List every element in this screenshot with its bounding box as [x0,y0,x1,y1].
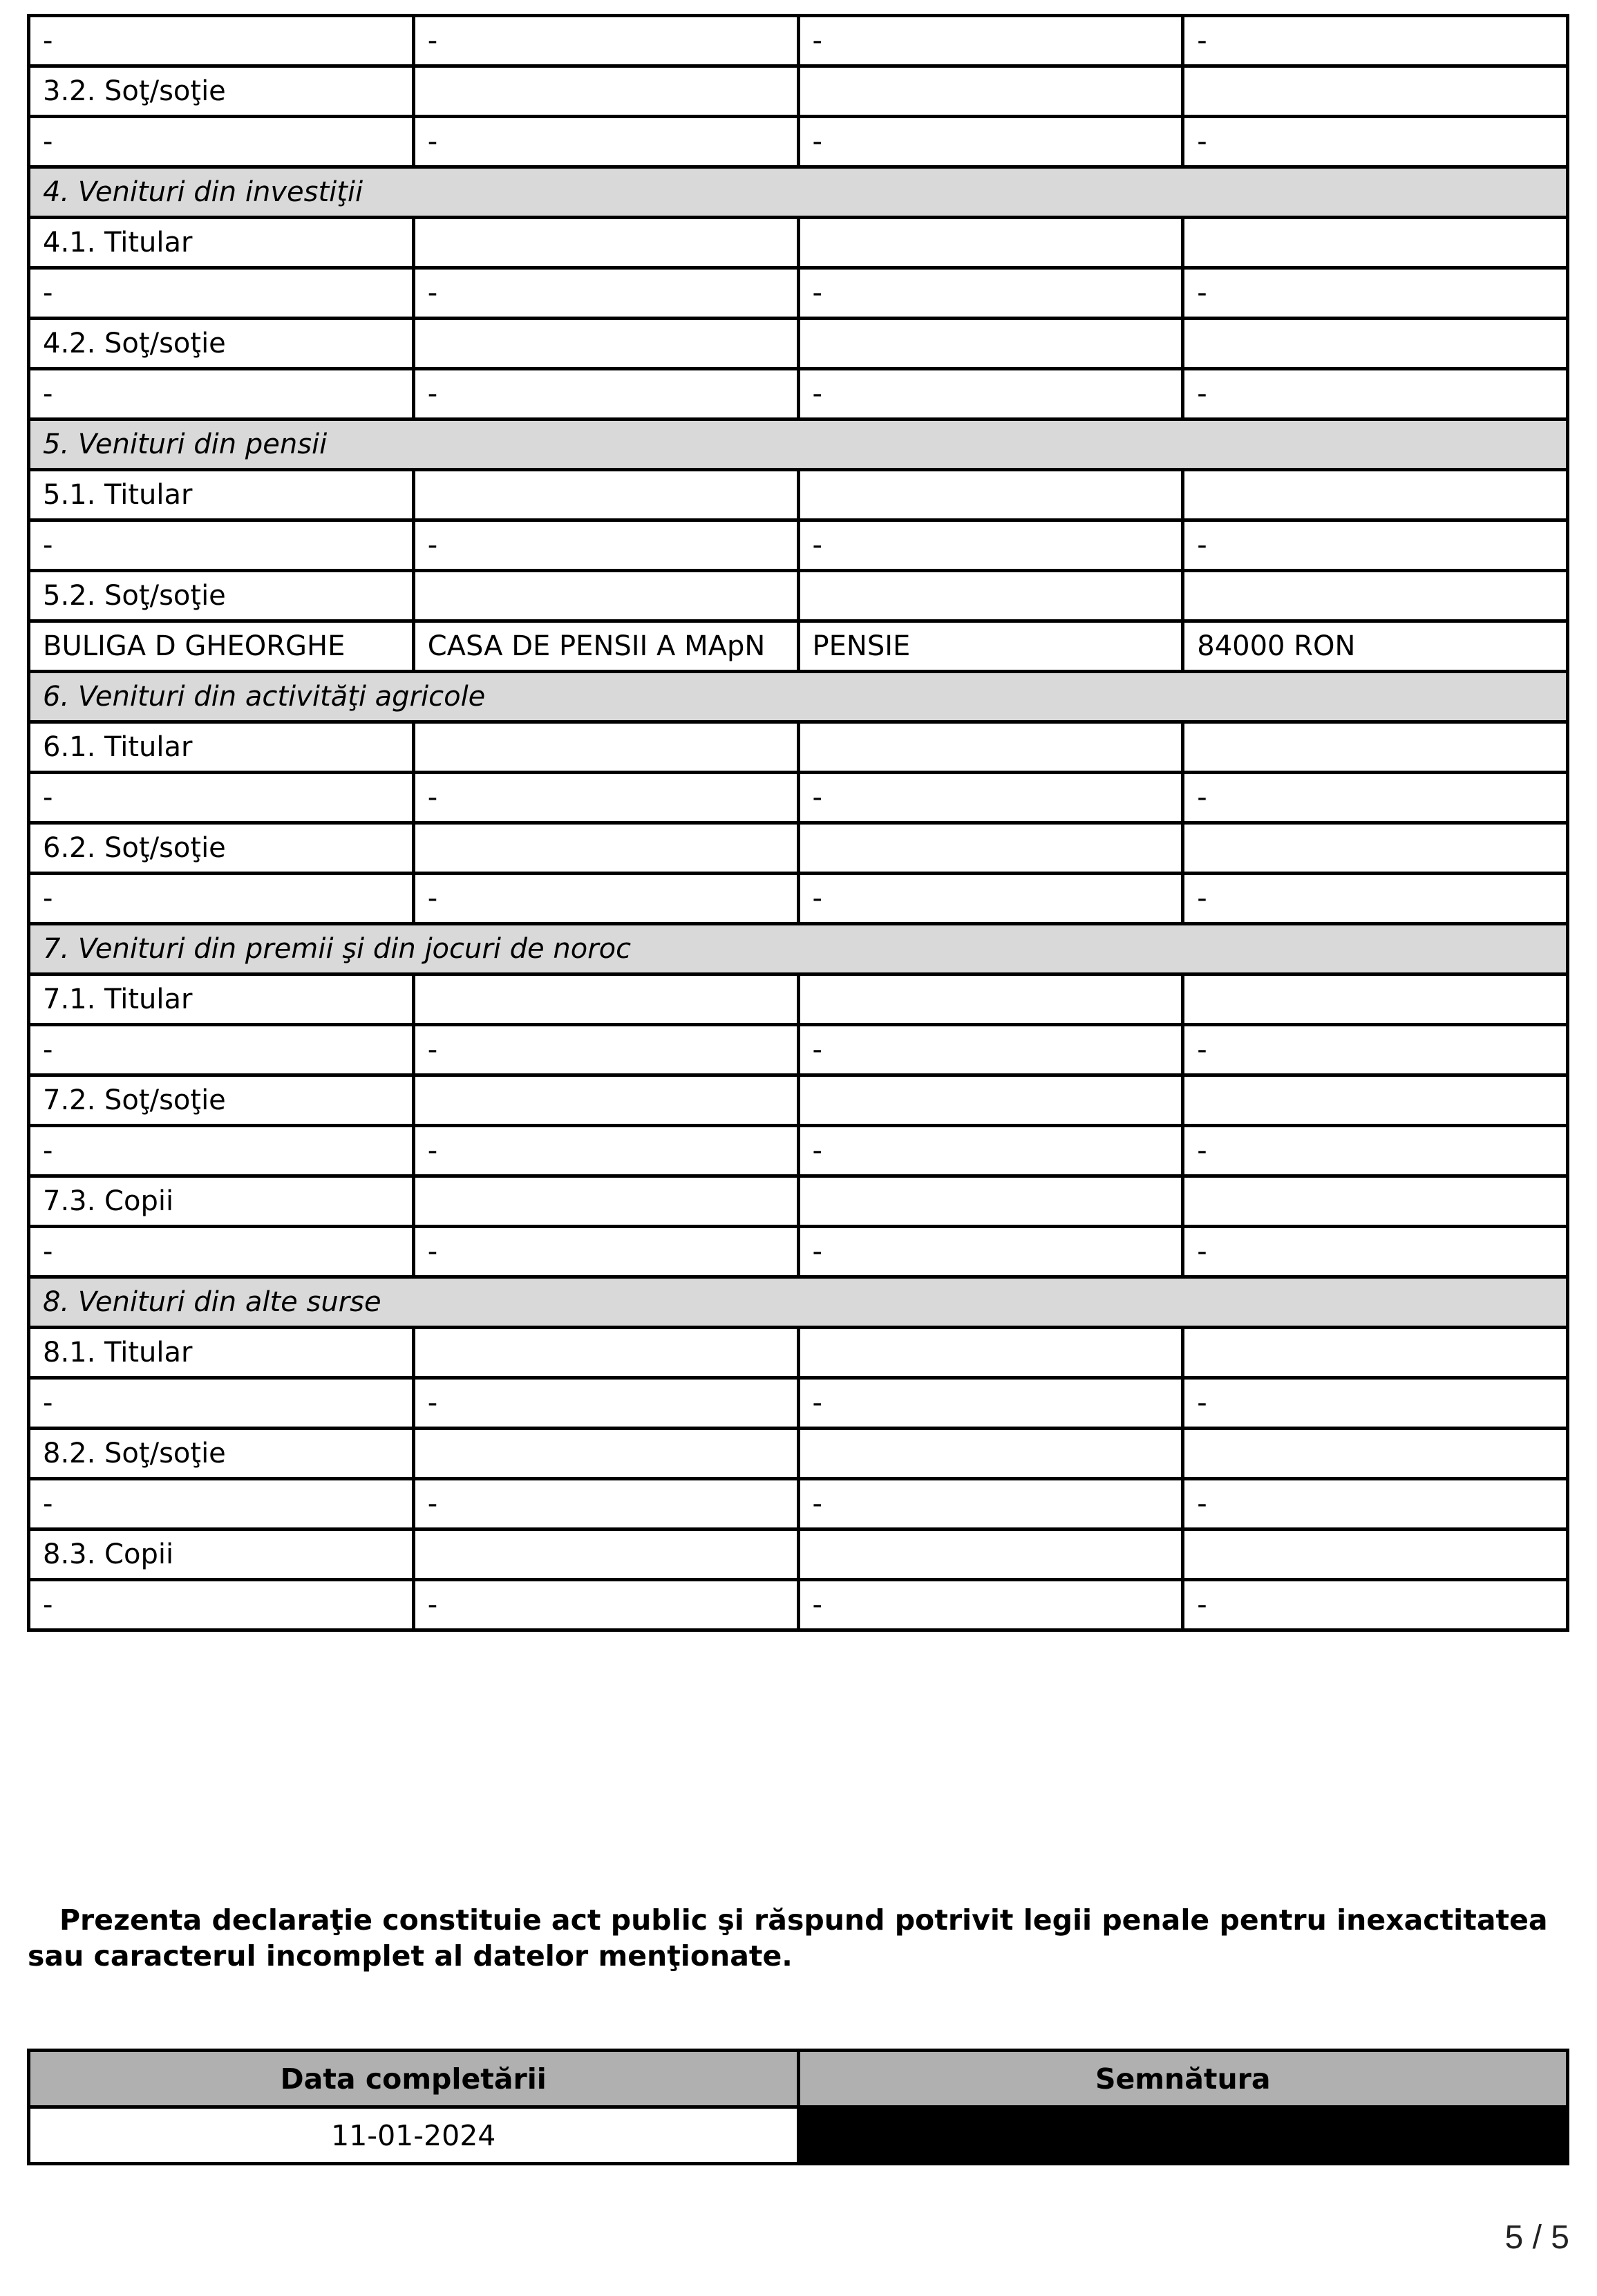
person-category-label: 8.2. Soţ/soţie [29,1429,414,1479]
payer-cell: - [413,16,798,66]
income-source-cell: - [29,1025,414,1075]
empty-cell [798,1176,1183,1227]
empty-cell [1183,1075,1568,1126]
empty-cell [413,470,798,520]
signature-redacted [798,2107,1568,2164]
annual-income-cell: - [1183,1227,1568,1277]
empty-cell [1183,66,1568,117]
signature-table-row [29,2107,1568,2164]
service-cell: - [798,1227,1183,1277]
income-source-cell: - [29,520,414,571]
empty-cell [798,66,1183,117]
empty-cell [798,571,1183,621]
service-cell: - [798,874,1183,924]
empty-cell [413,1429,798,1479]
income-source-cell: - [29,1126,414,1176]
payer-cell: - [413,268,798,319]
service-cell: - [798,520,1183,571]
empty-cell [798,1328,1183,1378]
empty-cell [798,823,1183,874]
empty-cell [413,319,798,369]
empty-cell [413,66,798,117]
service-cell: - [798,268,1183,319]
empty-cell [1183,1429,1568,1479]
income-source-cell: - [29,874,414,924]
person-category-label: 4.1. Titular [29,218,414,268]
empty-cell [413,1176,798,1227]
service-cell: - [798,16,1183,66]
annual-income-cell: - [1183,874,1568,924]
person-category-label: 7.1. Titular [29,975,414,1025]
empty-cell [798,1530,1183,1580]
payer-cell: - [413,1126,798,1176]
signature-table-header [29,2051,1568,2107]
payer-cell: CASA DE PENSII A MApN [413,621,798,672]
annual-income-cell: 84000 RON [1183,621,1568,672]
person-category-row [29,975,1568,1025]
empty-cell [413,1075,798,1126]
person-category-label: 5.1. Titular [29,470,414,520]
table-row [29,874,1568,924]
income-source-cell: - [29,1227,414,1277]
empty-cell [1183,1530,1568,1580]
empty-cell [413,1328,798,1378]
service-cell: - [798,1580,1183,1630]
income-source-cell: - [29,369,414,420]
service-cell: - [798,1378,1183,1429]
empty-cell [798,470,1183,520]
person-category-row [29,1075,1568,1126]
empty-cell [798,1075,1183,1126]
empty-cell [1183,319,1568,369]
payer-cell: - [413,773,798,823]
table-row [29,1025,1568,1075]
payer-cell: - [413,1580,798,1630]
empty-cell [1183,975,1568,1025]
annual-income-cell: - [1183,773,1568,823]
person-category-label: 7.3. Copii [29,1176,414,1227]
person-category-label: 5.2. Soţ/soţie [29,571,414,621]
person-category-label: 6.2. Soţ/soţie [29,823,414,874]
section-title: 8. Venituri din alte surse [29,1277,1568,1328]
person-category-row [29,218,1568,268]
table-row [29,773,1568,823]
section-header-row [29,924,1568,975]
table-row [29,1479,1568,1530]
person-category-row [29,823,1568,874]
income-source-cell: - [29,1580,414,1630]
signature-header: Semnătura [798,2051,1568,2107]
table-row [29,520,1568,571]
annual-income-cell: - [1183,369,1568,420]
table-row [29,1227,1568,1277]
empty-cell [413,823,798,874]
payer-cell: - [413,1025,798,1075]
annual-income-cell: - [1183,16,1568,66]
income-source-cell: - [29,16,414,66]
table-row [29,1378,1568,1429]
payer-cell: - [413,1378,798,1429]
empty-cell [413,975,798,1025]
annual-income-cell: - [1183,520,1568,571]
completion-date: 11-01-2024 [29,2107,799,2164]
empty-cell [1183,823,1568,874]
income-source-cell: BULIGA D GHEORGHE [29,621,414,672]
empty-cell [1183,218,1568,268]
person-category-row [29,571,1568,621]
person-category-row [29,1176,1568,1227]
section-header-row [29,672,1568,722]
annual-income-cell: - [1183,1025,1568,1075]
declaration-text: Prezenta declaraţie constituie act public şi răspund potrivit legii penale pentru inexactitatea sau caracterul incomplet al datelor menţionate. [28,1903,1548,1973]
service-cell: - [798,369,1183,420]
service-cell: - [798,1126,1183,1176]
income-source-cell: - [29,1479,414,1530]
person-category-row [29,470,1568,520]
empty-cell [1183,722,1568,773]
section-header-row [29,167,1568,218]
empty-cell [413,218,798,268]
service-cell: - [798,1479,1183,1530]
empty-cell [1183,1176,1568,1227]
payer-cell: - [413,1227,798,1277]
empty-cell [798,319,1183,369]
income-source-cell: - [29,268,414,319]
person-category-label: 8.3. Copii [29,1530,414,1580]
empty-cell [1183,470,1568,520]
income-source-cell: - [29,117,414,167]
table-row [29,621,1568,672]
empty-cell [413,722,798,773]
empty-cell [798,218,1183,268]
section-header-row [29,420,1568,470]
empty-cell [1183,1328,1568,1378]
declaration-statement [28,1902,1570,1974]
section-header-row [29,1277,1568,1328]
person-category-row [29,1429,1568,1479]
empty-cell [1183,571,1568,621]
person-category-row [29,722,1568,773]
service-cell: - [798,117,1183,167]
person-category-label: 3.2. Soţ/soţie [29,66,414,117]
date-header: Data completării [29,2051,799,2107]
section-title: 6. Venituri din activităţi agricole [29,672,1568,722]
payer-cell: - [413,1479,798,1530]
annual-income-cell: - [1183,1126,1568,1176]
person-category-label: 8.1. Titular [29,1328,414,1378]
person-category-label: 6.1. Titular [29,722,414,773]
payer-cell: - [413,117,798,167]
section-title: 7. Venituri din premii şi din jocuri de noroc [29,924,1568,975]
table-row [29,268,1568,319]
service-cell: - [798,1025,1183,1075]
income-source-cell: - [29,1378,414,1429]
service-cell: - [798,773,1183,823]
income-table [27,14,1569,1632]
empty-cell [798,975,1183,1025]
empty-cell [413,1530,798,1580]
annual-income-cell: - [1183,1580,1568,1630]
signature-table [27,2049,1569,2165]
person-category-label: 4.2. Soţ/soţie [29,319,414,369]
person-category-label: 7.2. Soţ/soţie [29,1075,414,1126]
table-row [29,1126,1568,1176]
payer-cell: - [413,520,798,571]
income-source-cell: - [29,773,414,823]
payer-cell: - [413,369,798,420]
payer-cell: - [413,874,798,924]
annual-income-cell: - [1183,268,1568,319]
table-row [29,369,1568,420]
table-row [29,117,1568,167]
empty-cell [413,571,798,621]
service-cell: PENSIE [798,621,1183,672]
section-title: 4. Venituri din investiţii [29,167,1568,218]
empty-cell [798,722,1183,773]
table-row [29,16,1568,66]
person-category-row [29,319,1568,369]
table-row [29,1580,1568,1630]
annual-income-cell: - [1183,1479,1568,1530]
page-number: 5 / 5 [1504,2219,1569,2256]
person-category-row [29,66,1568,117]
annual-income-cell: - [1183,117,1568,167]
section-title: 5. Venituri din pensii [29,420,1568,470]
annual-income-cell: - [1183,1378,1568,1429]
person-category-row [29,1328,1568,1378]
income-table-body [29,16,1568,1630]
empty-cell [798,1429,1183,1479]
person-category-row [29,1530,1568,1580]
